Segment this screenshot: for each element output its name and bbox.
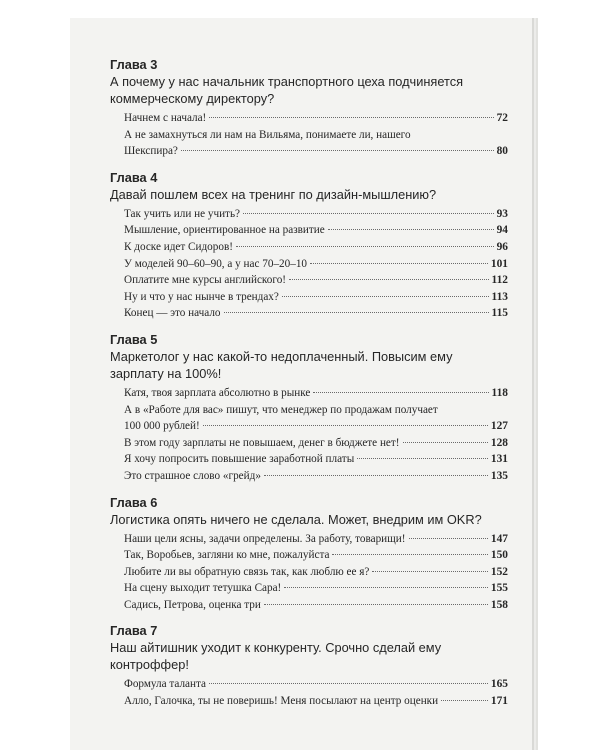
entry-title-continued: 100 000 рублей! [124,420,200,433]
entry-title: В этом году зарплаты не повышаем, денег в бюджете нет! [124,436,400,449]
leader-dots [264,604,488,605]
page-number: 93 [496,207,508,220]
leader-dots [357,458,488,459]
page-number: 155 [490,582,508,595]
entry-title: А в «Работе для вас» пишут, что менеджер по продажам получает [124,403,438,416]
leader-dots [313,392,488,393]
entry-title: На сцену выходит тетушка Сара! [124,582,282,595]
page-number: 112 [491,274,508,287]
toc-entry[interactable] [124,468,508,485]
leader-dots [289,279,489,280]
entry-title: Алло, Галочка, ты не поверишь! Меня посылают на центр оценки [124,695,439,708]
entry-title: А не замахнуться ли нам на Вильяма, понимаете ли, нашего [124,128,411,141]
book-page [70,18,532,750]
page-number: 135 [490,469,508,482]
toc-entry[interactable] [124,385,508,402]
entry-title: Начнем с начала! [124,112,207,124]
chapter-4 [110,169,508,322]
toc-entry[interactable] [124,693,508,710]
toc-entry[interactable] [124,676,508,693]
page-number: 147 [490,532,508,545]
toc-entry[interactable] [124,289,508,306]
leader-dots [181,150,494,151]
leader-dots [403,442,488,443]
leader-dots [203,425,488,426]
chapter-7 [110,622,508,709]
leader-dots [409,538,488,539]
toc-entry[interactable] [124,127,508,160]
entry-title: Формула таланта [124,678,206,691]
chapter-label: Глава 4 [110,169,158,185]
toc-entry[interactable] [124,580,508,597]
leader-dots [332,554,487,555]
entry-title: Катя, твоя зарплата абсолютно в рынке [124,386,311,399]
page-number: 118 [491,386,508,399]
chapter-3 [110,56,508,160]
page-number: 127 [490,420,508,433]
table-of-contents [110,56,508,719]
entry-title: Я хочу попросить повышение заработной платы [124,453,355,466]
leader-dots [282,296,489,297]
entry-title: Наши цели ясны, задачи определены. За работу, товарищи! [124,532,406,545]
leader-dots [284,587,488,588]
chapter-5 [110,331,508,485]
leader-dots [224,312,489,313]
toc-entry[interactable] [124,206,508,223]
page-number: 94 [496,224,508,237]
chapter-title: Маркетолог у нас какой-то недоплаченный. Повысим ему зарплату на 100%! [110,348,453,381]
page-number: 72 [496,112,508,124]
entry-title: Оплатите мне курсы английского! [124,274,287,287]
leader-dots [209,683,488,684]
entry-title: К доске идет Сидоров! [124,240,233,253]
entry-title: Так учить или не учить? [124,207,241,220]
entry-title: Это страшное слово «грейд» [124,469,261,482]
leader-dots [243,213,494,214]
toc-entry[interactable] [124,110,508,127]
page-number: 131 [490,453,508,466]
entry-title: Ну и что у нас нынче в трендах? [124,290,279,303]
entry-title: Так, Воробьев, загляни ко мне, пожалуйста [124,549,330,562]
toc-entry[interactable] [124,402,508,435]
page-number: 128 [490,436,508,449]
page-number: 115 [491,307,508,320]
leader-dots [372,571,488,572]
entry-title: Садись, Петрова, оценка три [124,598,261,611]
chapter-title: Наш айтишник уходит к конкуренту. Срочно сделай ему контроффер! [110,640,442,673]
leader-dots [328,229,494,230]
page-number: 165 [490,678,508,691]
leader-dots [264,475,488,476]
toc-entry[interactable] [124,547,508,564]
toc-entry[interactable] [124,239,508,256]
entry-title-continued: Шекспира? [124,145,178,158]
leader-dots [310,263,488,264]
toc-entry[interactable] [124,597,508,614]
page-number: 171 [490,695,508,708]
toc-entry[interactable] [124,256,508,273]
chapter-6 [110,494,508,614]
chapter-label: Глава 5 [110,331,158,347]
toc-entry[interactable] [124,305,508,322]
entry-title: Мышление, ориентированное на развитие [124,224,325,237]
toc-entry[interactable] [124,451,508,468]
toc-entry[interactable] [124,272,508,289]
toc-entry[interactable] [124,435,508,452]
page-number: 152 [490,565,508,578]
chapter-label: Глава 6 [110,494,158,510]
page-number: 80 [496,145,508,158]
page-number: 101 [490,257,508,270]
entry-title: У моделей 90–60–90, а у нас 70–20–10 [124,257,308,270]
page-number: 158 [490,598,508,611]
chapter-label: Глава 7 [110,623,158,639]
page-number: 113 [491,290,508,303]
leader-dots [441,700,488,701]
entry-title: Конец — это начало [124,307,221,320]
toc-entry[interactable] [124,564,508,581]
leader-dots [236,246,494,247]
chapter-label: Глава 3 [110,57,158,72]
page-number: 150 [490,549,508,562]
toc-entry[interactable] [124,222,508,239]
toc-entry[interactable] [124,531,508,548]
entry-title: Любите ли вы обратную связь так, как люблю ее я? [124,565,370,578]
page-number: 96 [496,240,508,253]
chapter-title: Логистика опять ничего не сделала. Может, внедрим им OKR? [110,511,482,527]
chapter-title: Давай пошлем всех на тренинг по дизайн-мышлению? [110,186,437,202]
chapter-title: А почему у нас начальник транспортного цеха подчиняется коммерческому директору? [110,74,464,106]
leader-dots [209,117,493,118]
